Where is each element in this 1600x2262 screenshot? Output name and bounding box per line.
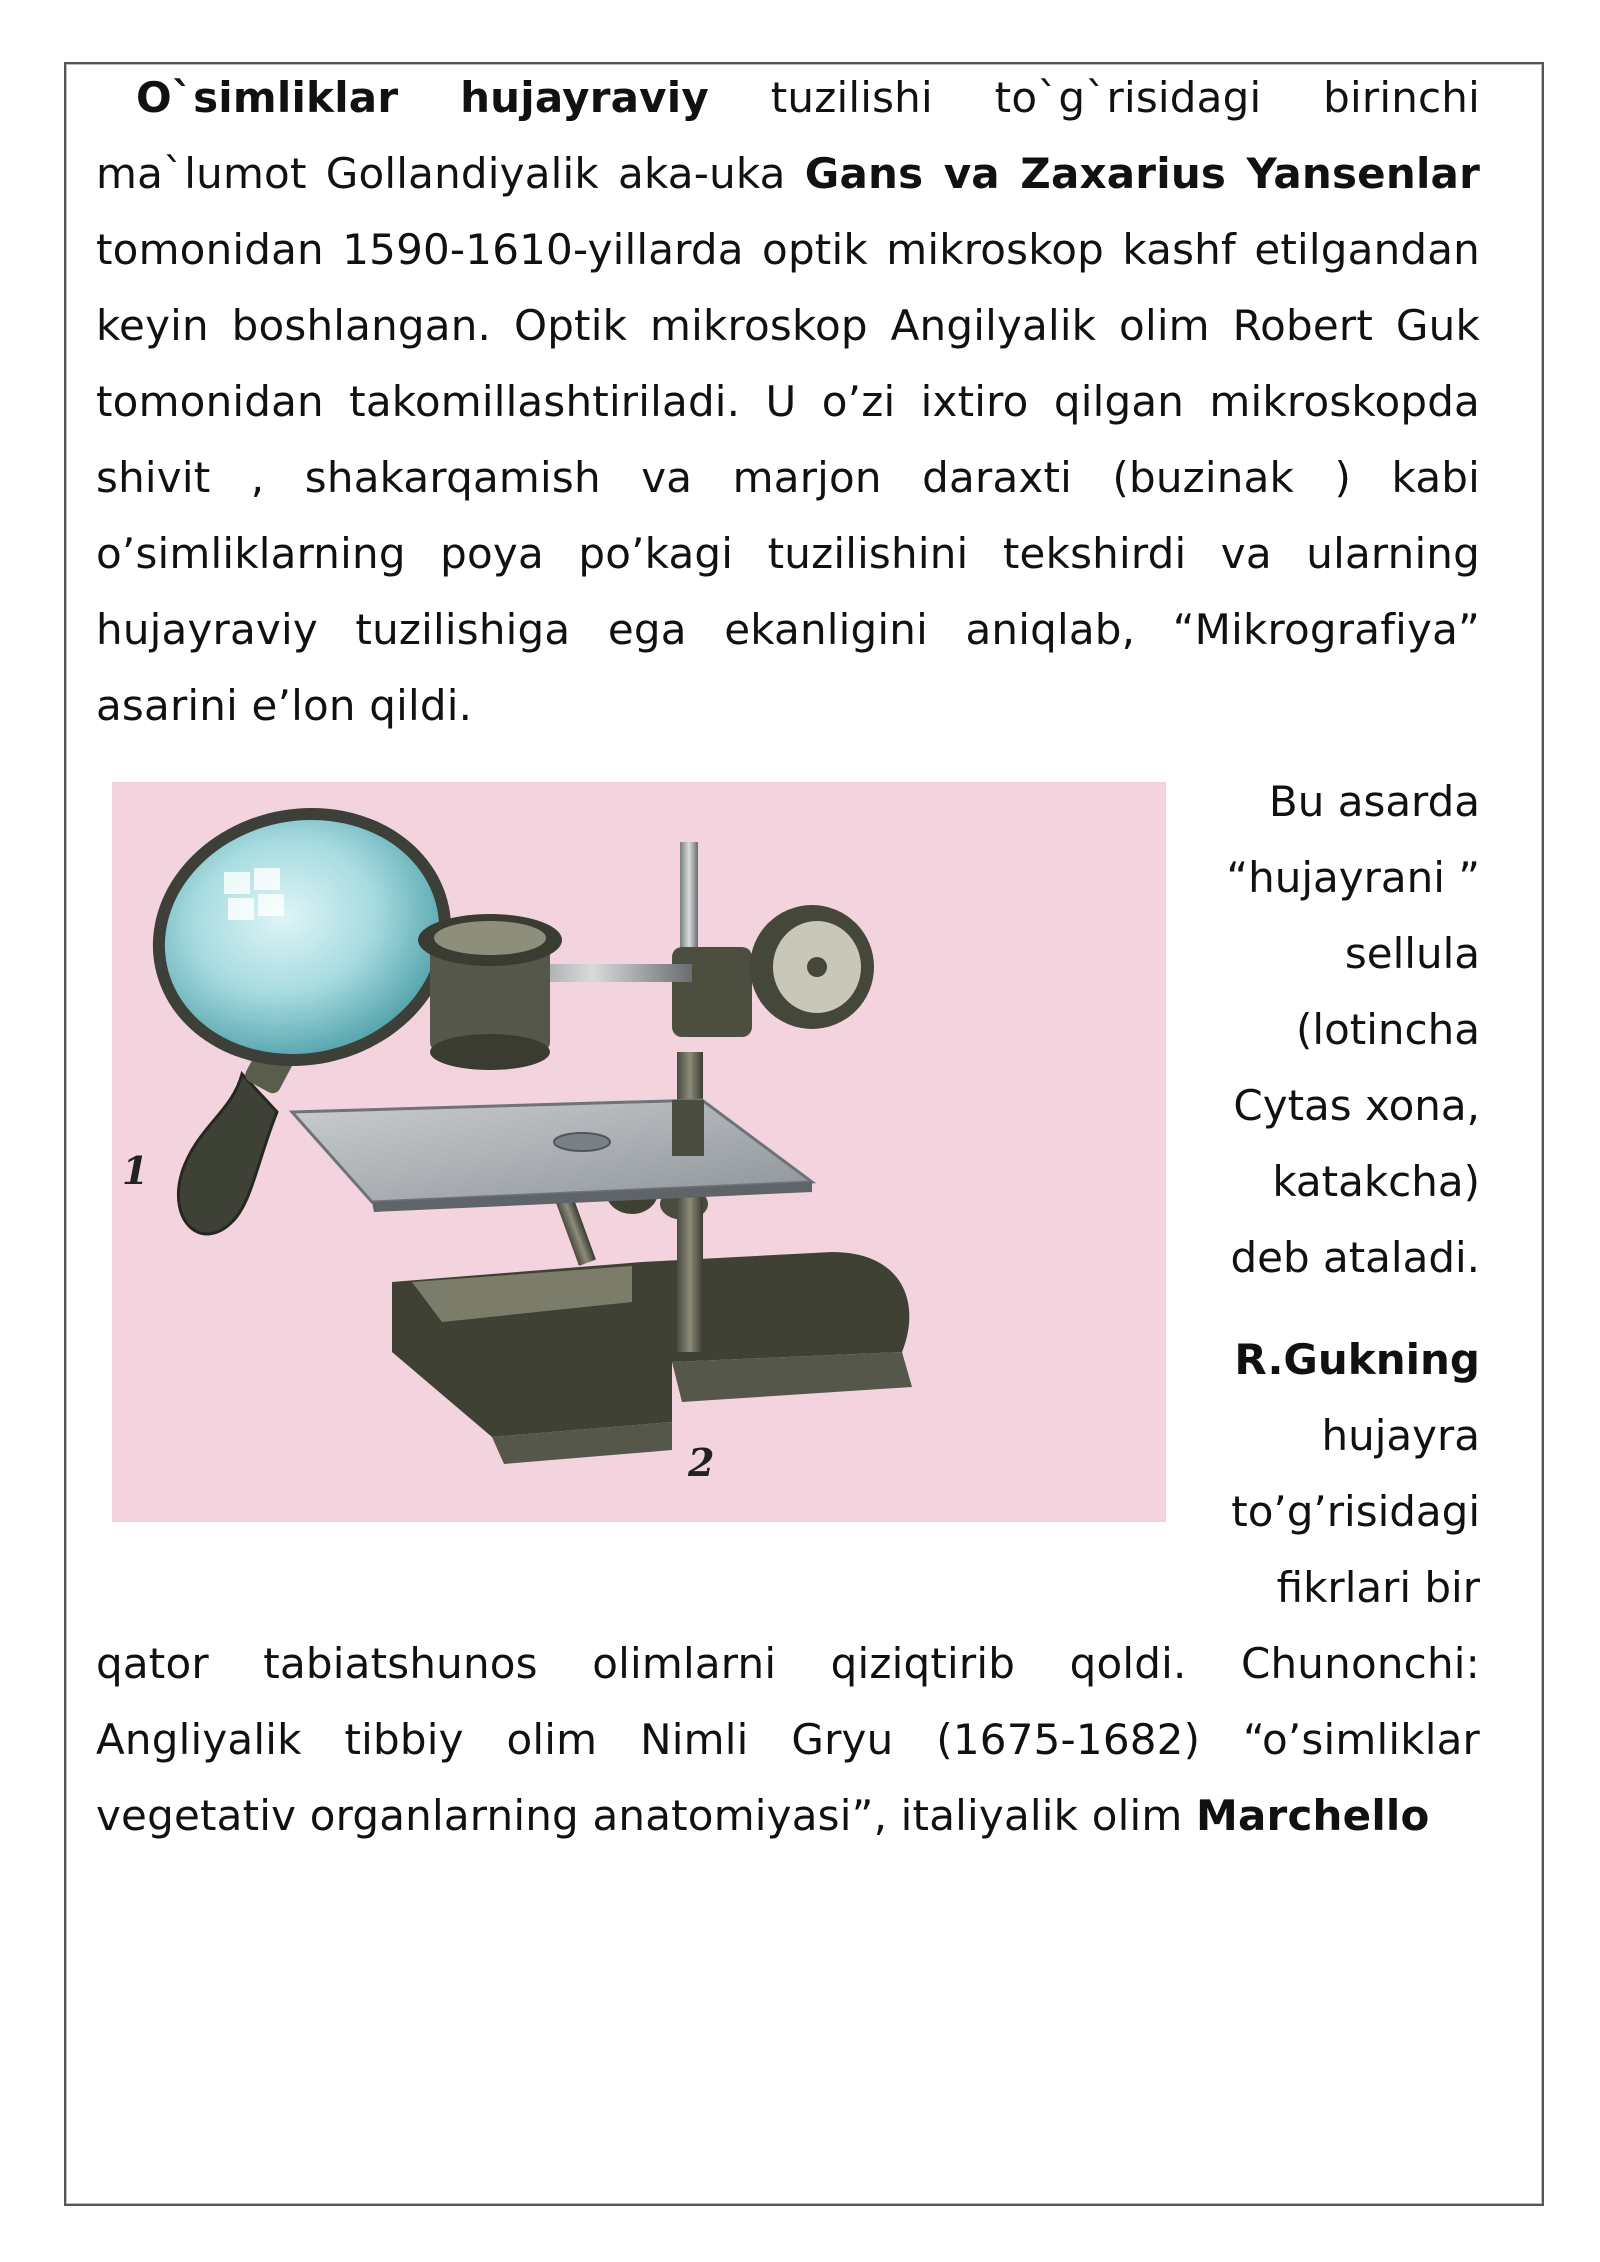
paragraph-1-text-a: tuzilishi to`g`risidagi birinchi ma`lumot Gollandiyalik aka-uka (96, 73, 1480, 198)
figure-label-2: 2 (688, 1440, 715, 1485)
side2-line-2: hujayra (1321, 1411, 1480, 1460)
side-line-1: Bu asarda (1268, 777, 1480, 826)
side-line-2: “hujayrani ” (1226, 853, 1480, 902)
side-line-6: katakcha) (1272, 1157, 1480, 1206)
bold-lead-2: hujayraviy (460, 73, 709, 122)
side-line-3: sellula (1344, 929, 1480, 978)
paragraph-1-text-b: tomonidan 1590-1610-yillarda optik mikroskop kashf etilgandan keyin boshlangan. Optik mikroskop Angilyalik olim Robert Guk tomonidan takomillashtiriladi. U o’zi ixtiro qilgan mikroskopda shivit , shakarqamish va marjon daraxti (buzinak ) kabi o’simliklarning poya po’kagi tuzilishini tekshirdi va ularning hujayraviy tuzilishiga ega ekanligini aniqlab, “Mikrografiya” asarini e’lon qildi. (96, 225, 1480, 730)
microscope-illustration (112, 782, 1166, 1522)
microscope-drawing (112, 782, 1166, 1522)
figure-label-1: 1 (122, 1148, 149, 1193)
side2-line-4: fikrlari bir (1276, 1563, 1480, 1612)
side-text-2 (1185, 1322, 1480, 1626)
bold-names: Gans va Zaxarius Yansenlar (804, 149, 1480, 198)
side2-line-3: to’g’risidagi (1231, 1487, 1480, 1536)
paragraph-2-text-a: qator tabiatshunos olimlarni qiziqtirib qoldi. Chunonchi: Angliyalik tibbiy olim Nimli Gryu (1675-1682) “o’simliklar vegetativ organlarning anatomiyasi”, italiyalik olim (96, 1639, 1480, 1840)
side-bold-name: R.Gukning (1234, 1335, 1480, 1384)
side-line-7: deb ataladi. (1230, 1233, 1480, 1282)
bold-lead-1: O`simliklar (136, 73, 399, 122)
side-line-4: (lotincha (1296, 1005, 1480, 1054)
paragraph-2 (96, 1626, 1480, 1854)
paragraph-1 (96, 60, 1480, 744)
bold-end: Marchello (1196, 1791, 1430, 1840)
side-text-1 (1185, 764, 1480, 1296)
side-line-5: Cytas xona, (1233, 1081, 1480, 1130)
